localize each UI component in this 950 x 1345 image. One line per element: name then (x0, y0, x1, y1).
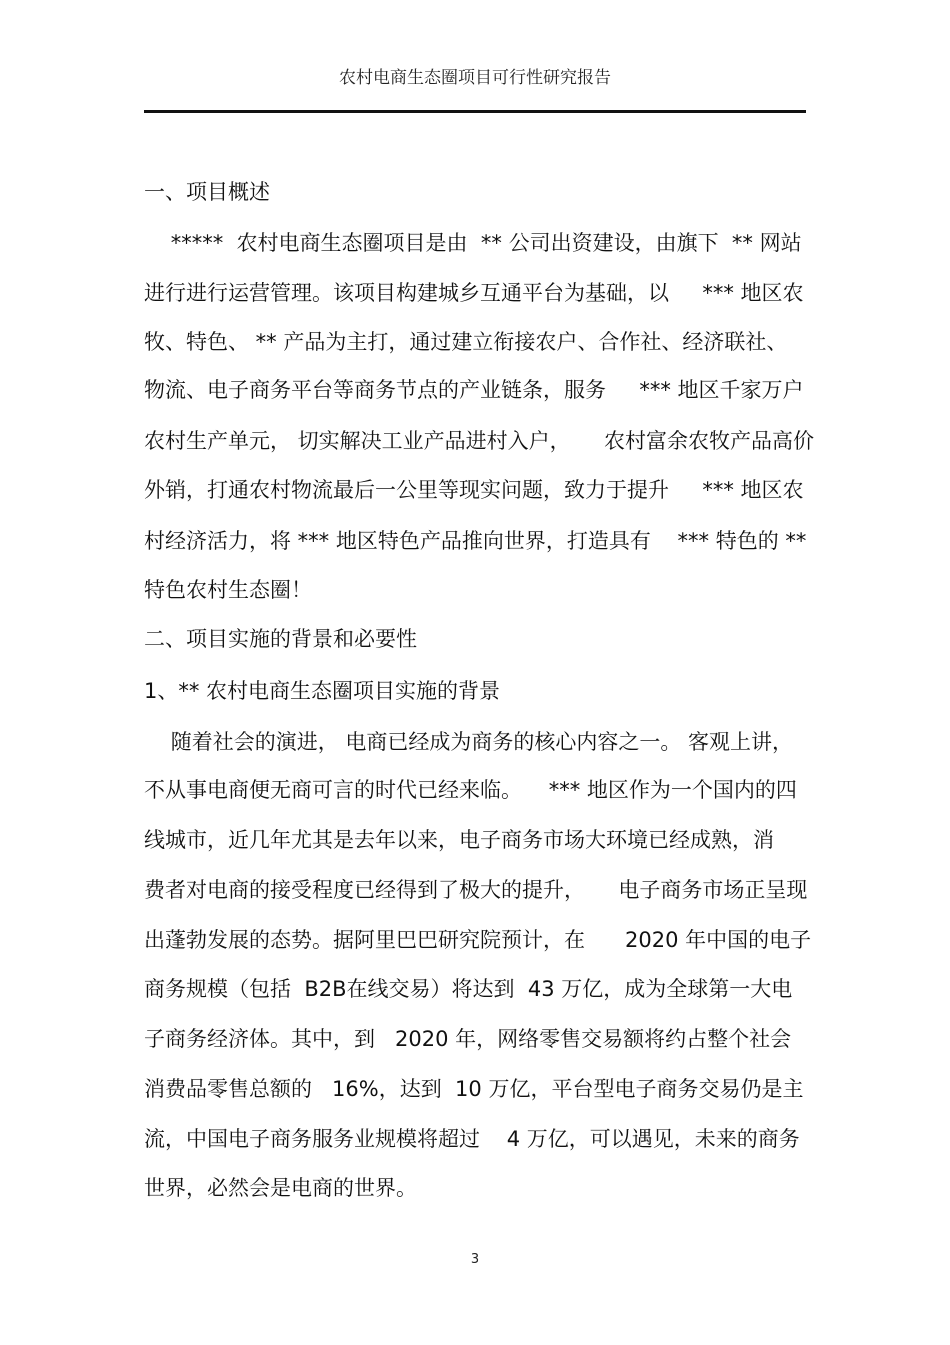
paragraph-line: 外销，打通农村物流最后一公里等现实问题，致力于提升 *** 地区农 (144, 478, 804, 502)
paragraph-line: 进行进行运营管理。该项目构建城乡互通平台为基础，以 *** 地区农 (144, 281, 804, 305)
paragraph-line: 不从事电商便无商可言的时代已经来临。 *** 地区作为一个国内的四 (144, 778, 797, 802)
paragraph-line: 费者对电商的接受程度已经得到了极大的提升， 电子商务市场正呈现 (144, 878, 808, 902)
paragraph-line: 农村生产单元， 切实解决工业产品进村入户， 农村富余农牧产品高价 (144, 429, 815, 453)
paragraph-line: 线城市，近几年尤其是去年以来，电子商务市场大环境已经成熟，消 (144, 828, 774, 852)
section-heading: 二、项目实施的背景和必要性 (144, 627, 417, 651)
paragraph-line: 特色农村生态圈！ (144, 578, 312, 602)
paragraph-line: 随着社会的演进， 电商已经成为商务的核心内容之一。 客观上讲， (144, 730, 794, 754)
page-number: 3 (470, 1252, 480, 1267)
paragraph-line: 商务规模（包括 B2B在线交易）将达到 43 万亿，成为全球第一大电 (144, 977, 793, 1001)
paragraph-line: 物流、电子商务平台等商务节点的产业链条，服务 *** 地区千家万户 (144, 378, 804, 402)
paragraph-line: 牧、特色、 ** 产品为主打，通过建立衔接农户、合作社、经济联社、 (144, 330, 788, 354)
section-heading: 一、项目概述 (144, 180, 270, 204)
paragraph-line: 消费品零售总额的 16%，达到 10 万亿，平台型电子商务交易仍是主 (144, 1077, 804, 1101)
paragraph-line: 子商务经济体。其中，到 2020 年，网络零售交易额将约占整个社会 (144, 1027, 792, 1051)
paragraph-line: 世界，必然会是电商的世界。 (144, 1176, 417, 1200)
subsection-heading: 1、** 农村电商生态圈项目实施的背景 (144, 679, 501, 703)
paragraph-line: ***** 农村电商生态圈项目是由 ** 公司出资建设，由旗下 ** 网站 (144, 231, 802, 255)
paragraph-line: 村经济活力，将 *** 地区特色产品推向世界，打造具有 *** 特色的 ** (144, 529, 807, 553)
paragraph-line: 出蓬勃发展的态势。据阿里巴巴研究院预计，在 2020 年中国的电子 (144, 928, 812, 952)
header-rule (144, 110, 806, 113)
paragraph-line: 流，中国电子商务服务业规模将超过 4 万亿，可以遇见，未来的商务 (144, 1127, 800, 1151)
running-header: 农村电商生态圈项目可行性研究报告 (339, 68, 611, 88)
